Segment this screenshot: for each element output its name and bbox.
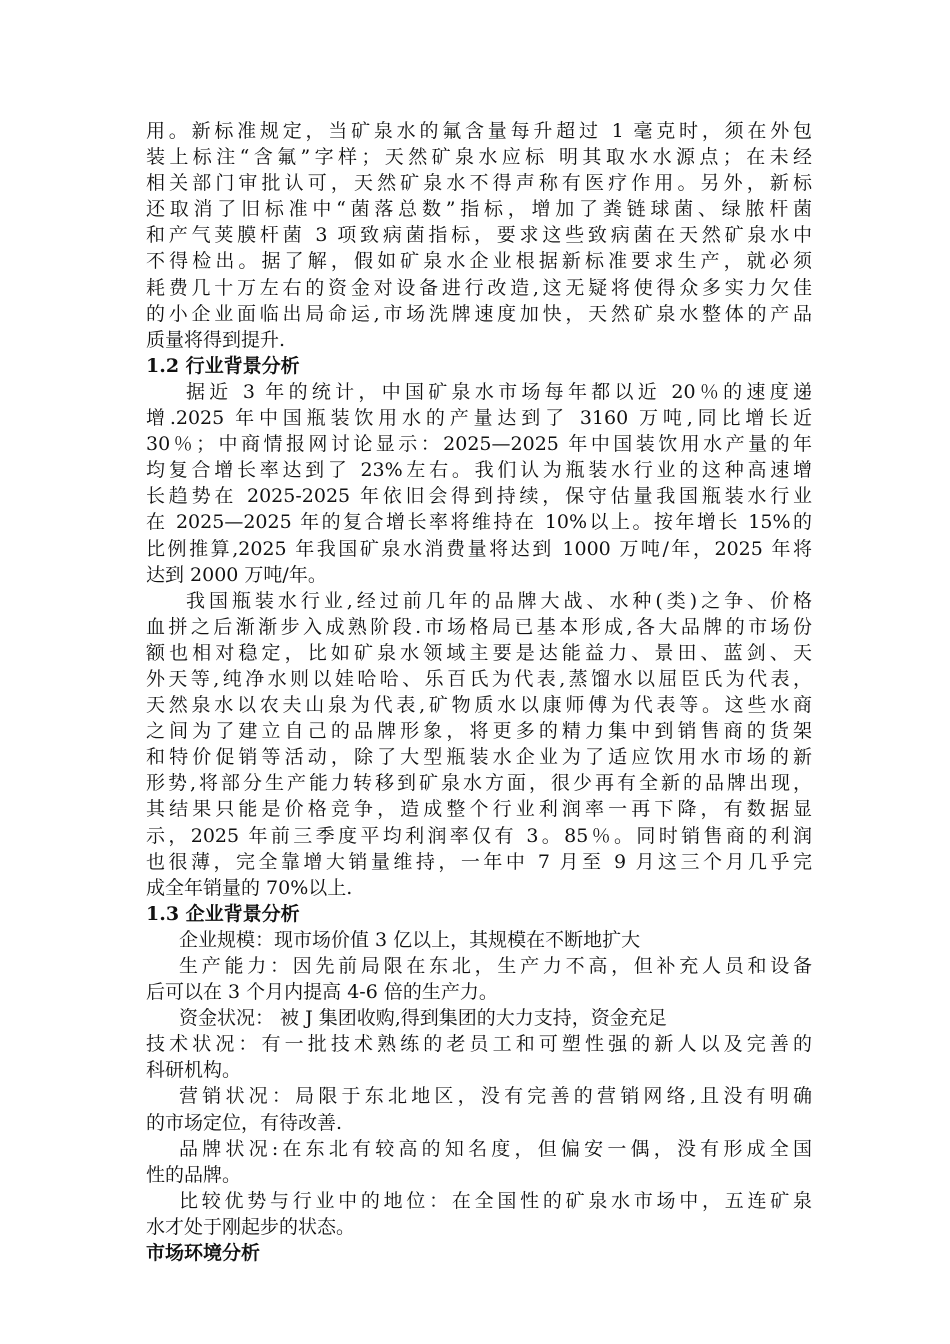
heading-text: 1.2 行业背景分析 xyxy=(146,354,300,377)
paragraph-line: 其结果只能是价格竞争，造成整个行业利润率一再下降，有数据显 xyxy=(146,798,812,821)
body-paragraph xyxy=(146,1005,812,1031)
body-paragraph xyxy=(146,379,812,588)
paragraph-line: 相关部门审批认可，天然矿泉水不得声称有医疗作用。另外，新标 xyxy=(146,172,812,195)
body-paragraph xyxy=(146,588,812,901)
paragraph-line: 性的品牌。 xyxy=(146,1163,242,1186)
paragraph-line: 还取消了旧标准中“菌落总数”指标，增加了粪链球菌、绿脓杆菌 xyxy=(146,198,812,221)
paragraph-line: 成全年销量的 70%以上. xyxy=(146,876,353,899)
body-paragraph xyxy=(146,1031,812,1083)
section-heading xyxy=(146,353,812,379)
document-page xyxy=(146,118,812,1266)
paragraph-line: 和特价促销等活动，除了大型瓶装水企业为了适应饮用水市场的新 xyxy=(146,746,812,769)
paragraph-line: 之间为了建立自己的品牌形象，将更多的精力集中到销售商的货架 xyxy=(146,720,812,743)
section-heading xyxy=(146,901,812,927)
heading-text: 市场环境分析 xyxy=(146,1242,261,1265)
body-paragraph xyxy=(146,1188,812,1240)
paragraph-line: 额也相对稳定，比如矿泉水领域主要是达能益力、景田、蓝剑、天 xyxy=(146,641,812,664)
paragraph-line: 示，2025 年前三季度平均利润率仅有 3。85％。同时销售商的利润 xyxy=(146,824,812,847)
paragraph-line: 形势,将部分生产能力转移到矿泉水方面，很少再有全新的品牌出现， xyxy=(146,772,812,795)
paragraph-line: 我国瓶装水行业,经过前几年的品牌大战、水种(类)之争、价格 xyxy=(186,589,812,612)
paragraph-line: 营销状况：局限于东北地区，没有完善的营销网络,且没有明确 xyxy=(179,1085,812,1108)
paragraph-line: 在 2025—2025 年的复合增长率将维持在 10%以上。按年增长 15%的 xyxy=(146,511,812,534)
paragraph-line: 品牌状况:在东北有较高的知名度，但偏安一偶，没有形成全国 xyxy=(179,1137,812,1160)
paragraph-line: 30％；中商情报网讨论显示：2025—2025 年中国装饮用水产量的年 xyxy=(146,433,812,456)
paragraph-line: 的市场定位，有待改善. xyxy=(146,1111,343,1134)
paragraph-line: 装上标注“含氟”字样；天然矿泉水应标 明其取水水源点；在未经 xyxy=(146,146,812,169)
paragraph-line: 均复合增长率达到了 23%左右。我们认为瓶装水行业的这种高速增 xyxy=(146,459,812,482)
paragraph-line: 增.2025 年中国瓶装饮用水的产量达到了 3160 万吨,同比增长近 xyxy=(146,407,812,430)
section-heading xyxy=(146,1240,812,1266)
paragraph-line: 后可以在 3 个月内提高 4-6 倍的生产力。 xyxy=(146,981,498,1004)
paragraph-line: 的小企业面临出局命运,市场洗牌速度加快，天然矿泉水整体的产品 xyxy=(146,302,812,325)
paragraph-line: 比例推算,2025 年我国矿泉水消费量将达到 1000 万吨/年，2025 年将 xyxy=(146,537,812,560)
paragraph-line: 长趋势在 2025-2025 年依旧会得到持续，保守估量我国瓶装水行业 xyxy=(146,485,812,508)
paragraph-line: 耗费几十万左右的资金对设备进行改造,这无疑将使得众多实力欠佳 xyxy=(146,276,812,299)
paragraph-line: 也很薄，完全靠增大销量维持，一年中 7 月至 9 月这三个月几乎完 xyxy=(146,850,812,873)
paragraph-line: 据近 3 年的统计，中国矿泉水市场每年都以近 20％的速度递 xyxy=(186,380,812,403)
body-paragraph xyxy=(146,1136,812,1188)
paragraph-line: 技术状况：有一批技术熟练的老员工和可塑性强的新人以及完善的 xyxy=(146,1033,812,1056)
paragraph-line: 血拼之后渐渐步入成熟阶段.市场格局已基本形成,各大品牌的市场份 xyxy=(146,615,812,638)
body-paragraph xyxy=(146,953,812,1005)
paragraph-line: 企业规模：现市场价值 3 亿以上，其规模在不断地扩大 xyxy=(179,928,641,951)
paragraph-line: 达到 2000 万吨/年。 xyxy=(146,563,327,586)
paragraph-line: 外天等,纯净水则以娃哈哈、乐百氏为代表,蒸馏水以屈臣氏为代表， xyxy=(146,667,812,690)
body-paragraph xyxy=(146,118,812,353)
paragraph-line: 科研机构。 xyxy=(146,1059,242,1082)
paragraph-line: 天然泉水以农夫山泉为代表,矿物质水以康师傅为代表等。这些水商 xyxy=(146,694,812,717)
paragraph-line: 用。新标准规定，当矿泉水的氟含量每升超过 1 毫克时，须在外包 xyxy=(146,120,812,142)
paragraph-line: 不得检出。据了解，假如矿泉水企业根据新标准要求生产，就必须 xyxy=(146,250,812,273)
paragraph-line: 水才处于刚起步的状态。 xyxy=(146,1215,356,1238)
body-paragraph xyxy=(146,1083,812,1135)
paragraph-line: 质量将得到提升. xyxy=(146,328,286,351)
body-paragraph xyxy=(146,927,812,953)
paragraph-line: 资金状况： 被 J 集团收购,得到集团的大力支持，资金充足 xyxy=(179,1007,667,1030)
heading-text: 1.3 企业背景分析 xyxy=(146,902,300,925)
paragraph-line: 和产气荚膜杆菌 3 项致病菌指标，要求这些致病菌在天然矿泉水中 xyxy=(146,224,812,247)
paragraph-line: 比较优势与行业中的地位：在全国性的矿泉水市场中，五连矿泉 xyxy=(179,1189,812,1212)
paragraph-line: 生产能力：因先前局限在东北，生产力不高，但补充人员和设备 xyxy=(179,955,812,977)
